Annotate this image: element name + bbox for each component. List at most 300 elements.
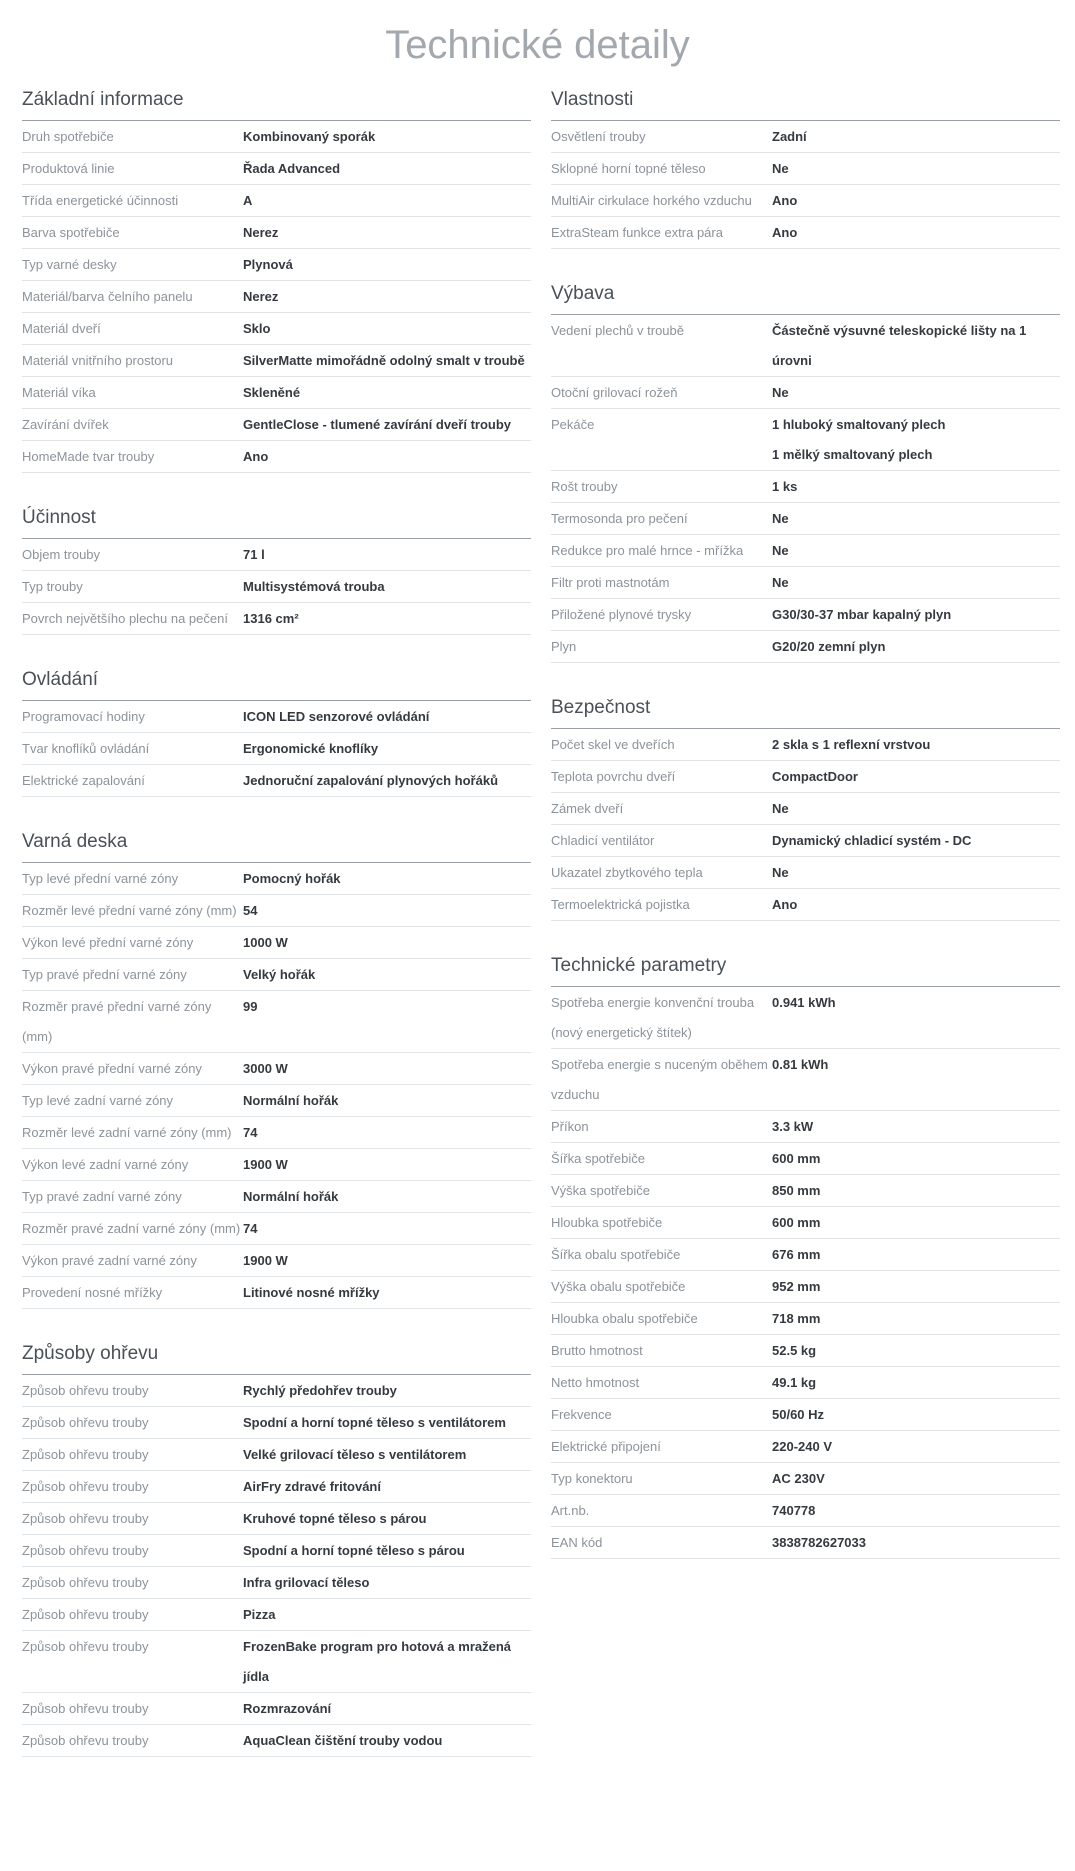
spec-value [243, 1631, 531, 1692]
spec-value-line: Rychlý předohřev trouby [243, 1383, 397, 1398]
spec-value-line: Litinové nosné mřížky [243, 1285, 380, 1300]
spec-label: Způsob ohřevu trouby [22, 1733, 149, 1748]
spec-value-line: Dynamický chladicí systém - DC [772, 833, 972, 848]
spec-label: Brutto hmotnost [551, 1343, 643, 1358]
spec-value [772, 599, 1060, 630]
spec-row [551, 987, 1060, 1049]
spec-value-line: Jednoruční zapalování plynových hořáků [243, 773, 499, 788]
spec-value [772, 825, 1060, 856]
spec-value-line: A [243, 193, 253, 208]
spec-row [551, 153, 1060, 185]
spec-row [22, 121, 531, 153]
spec-value-line: Sklo [243, 321, 271, 336]
spec-value-line: 3.3 kW [772, 1119, 814, 1134]
spec-value [772, 1463, 1060, 1494]
spec-value [772, 1271, 1060, 1302]
spec-row [551, 1111, 1060, 1143]
spec-label: Způsob ohřevu trouby [22, 1383, 149, 1398]
spec-value [772, 631, 1060, 662]
spec-row [22, 603, 531, 635]
spec-row [551, 1495, 1060, 1527]
spec-value [243, 313, 531, 344]
spec-label: Rozměr levé přední varné zóny (mm) [22, 903, 237, 918]
spec-row [22, 1567, 531, 1599]
spec-row [551, 1207, 1060, 1239]
spec-row [22, 217, 531, 249]
section-title: Způsoby ohřevu [22, 1343, 531, 1375]
spec-value [243, 991, 531, 1052]
spec-label: Materiál vnitřního prostoru [22, 353, 174, 368]
spec-value [243, 863, 531, 894]
spec-value-line: 850 mm [772, 1183, 821, 1198]
section-title: Technické parametry [551, 955, 1060, 987]
spec-row [551, 121, 1060, 153]
spec-label: Šířka obalu spotřebiče [551, 1247, 681, 1262]
spec-row [551, 1335, 1060, 1367]
spec-label: Způsob ohřevu trouby [22, 1543, 149, 1558]
spec-value [243, 927, 531, 958]
spec-label: Typ trouby [22, 579, 83, 594]
spec-label: Způsob ohřevu trouby [22, 1511, 149, 1526]
spec-value [243, 1535, 531, 1566]
spec-value-line: FrozenBake program pro hotová a mražená jídla [243, 1639, 512, 1684]
spec-label: Termoelektrická pojistka [551, 897, 690, 912]
spec-value-line: G30/30-37 mbar kapalný plyn [772, 607, 952, 622]
spec-row [22, 1213, 531, 1245]
spec-row [22, 345, 531, 377]
spec-label: Pekáče [551, 417, 595, 432]
spec-label: EAN kód [551, 1535, 603, 1550]
spec-label: Elektrické připojení [551, 1439, 661, 1454]
spec-value-line: Pizza [243, 1607, 276, 1622]
spec-label: Chladicí ventilátor [551, 833, 655, 848]
spec-row [22, 1117, 531, 1149]
spec-label: Barva spotřebiče [22, 225, 120, 240]
spec-value-line: 52.5 kg [772, 1343, 817, 1358]
spec-value [772, 1111, 1060, 1142]
spec-value [772, 1303, 1060, 1334]
section-title: Ovládání [22, 669, 531, 701]
spec-value [772, 121, 1060, 152]
spec-label: Art.nb. [551, 1503, 590, 1518]
spec-row [22, 1407, 531, 1439]
spec-value-line: Rozmrazování [243, 1701, 332, 1716]
spec-label: MultiAir cirkulace horkého vzduchu [551, 193, 752, 208]
spec-value-line: G20/20 zemní plyn [772, 639, 886, 654]
spec-value-line: Spodní a horní topné těleso s párou [243, 1543, 465, 1558]
spec-row [22, 281, 531, 313]
spec-label: Osvětlení trouby [551, 129, 646, 144]
spec-label: Rozměr levé zadní varné zóny (mm) [22, 1125, 232, 1140]
spec-section-zpusoby-ohrevu [22, 1343, 531, 1757]
spec-section-ucinnost [22, 507, 531, 635]
spec-value [243, 539, 531, 570]
spec-value [243, 281, 531, 312]
spec-label: Tvar knoflíků ovládání [22, 741, 150, 756]
spec-label: Způsob ohřevu trouby [22, 1415, 149, 1430]
spec-row [22, 571, 531, 603]
spec-value [772, 567, 1060, 598]
spec-label: Hloubka spotřebiče [551, 1215, 663, 1230]
spec-row [551, 1367, 1060, 1399]
spec-row [22, 377, 531, 409]
spec-value [772, 471, 1060, 502]
spec-value-line: Multisystémová trouba [243, 579, 385, 594]
spec-value [772, 1143, 1060, 1174]
spec-value-line: Normální hořák [243, 1093, 339, 1108]
spec-value [243, 249, 531, 280]
spec-label: HomeMade tvar trouby [22, 449, 155, 464]
spec-value [243, 1599, 531, 1630]
spec-label: Materiál víka [22, 385, 96, 400]
spec-row [22, 313, 531, 345]
spec-label: Elektrické zapalování [22, 773, 145, 788]
spec-label: Způsob ohřevu trouby [22, 1639, 149, 1654]
spec-label: Výška spotřebiče [551, 1183, 650, 1198]
spec-value-line: GentleClose - tlumené zavírání dveří trouby [243, 417, 512, 432]
spec-value-line: 718 mm [772, 1311, 821, 1326]
spec-row [22, 1085, 531, 1117]
spec-value [772, 1175, 1060, 1206]
spec-value [772, 1431, 1060, 1462]
spec-label: Provedení nosné mřížky [22, 1285, 163, 1300]
spec-row [551, 729, 1060, 761]
spec-row [551, 631, 1060, 663]
spec-value [243, 1277, 531, 1308]
spec-value [243, 1503, 531, 1534]
spec-value [243, 1149, 531, 1180]
spec-value [243, 121, 531, 152]
spec-value-line: AquaClean čištění trouby vodou [243, 1733, 443, 1748]
spec-value [243, 959, 531, 990]
spec-value-line: Nerez [243, 225, 279, 240]
spec-value-line: Ergonomické knoflíky [243, 741, 379, 756]
spec-column-right [551, 89, 1060, 1593]
spec-value [243, 895, 531, 926]
spec-value-line: 1316 cm² [243, 611, 299, 626]
spec-row [551, 503, 1060, 535]
spec-label: ExtraSteam funkce extra pára [551, 225, 723, 240]
spec-value [772, 409, 1060, 470]
spec-label: Rozměr pravé přední varné zóny (mm) [22, 999, 212, 1044]
spec-value-line: 1 mělký smaltovaný plech [772, 447, 933, 462]
spec-label: Filtr proti mastnotám [551, 575, 670, 590]
spec-row [551, 761, 1060, 793]
spec-label: Způsob ohřevu trouby [22, 1447, 149, 1462]
spec-label: Rošt trouby [551, 479, 618, 494]
spec-value [772, 1239, 1060, 1270]
spec-value [772, 1049, 1060, 1110]
spec-value [243, 1725, 531, 1756]
spec-row [551, 1303, 1060, 1335]
spec-value [772, 729, 1060, 760]
spec-label: Příkon [551, 1119, 589, 1134]
spec-label: Materiál dveří [22, 321, 101, 336]
section-title: Účinnost [22, 507, 531, 539]
spec-value-line: 0.941 kWh [772, 995, 836, 1010]
spec-value-line: Částečně výsuvné teleskopické lišty na 1 úrovni [772, 323, 1027, 368]
spec-value-line: Velké grilovací těleso s ventilátorem [243, 1447, 467, 1462]
spec-value [243, 1245, 531, 1276]
spec-label: Výkon pravé zadní varné zóny [22, 1253, 197, 1268]
spec-label: Způsob ohřevu trouby [22, 1479, 149, 1494]
spec-row [551, 1049, 1060, 1111]
spec-value-line: Kruhové topné těleso s párou [243, 1511, 427, 1526]
spec-value [772, 793, 1060, 824]
page-title: Technické detaily [385, 23, 690, 67]
spec-value-line: 600 mm [772, 1215, 821, 1230]
spec-label: Produktová linie [22, 161, 115, 176]
spec-value [772, 153, 1060, 184]
spec-value [243, 217, 531, 248]
spec-value [772, 535, 1060, 566]
spec-value-line: Ne [772, 385, 789, 400]
spec-row [22, 1277, 531, 1309]
spec-label: Ukazatel zbytkového tepla [551, 865, 703, 880]
spec-value-line: Ne [772, 575, 789, 590]
spec-value-line: Zadní [772, 129, 807, 144]
spec-value [243, 1085, 531, 1116]
spec-value [772, 1207, 1060, 1238]
spec-value [243, 185, 531, 216]
spec-row [22, 1599, 531, 1631]
section-title: Základní informace [22, 89, 531, 121]
spec-section-bezpecnost [551, 697, 1060, 921]
spec-label: Frekvence [551, 1407, 612, 1422]
section-title: Vlastnosti [551, 89, 1060, 121]
spec-label: Výška obalu spotřebiče [551, 1279, 686, 1294]
spec-value [243, 701, 531, 732]
spec-label: Typ levé přední varné zóny [22, 871, 179, 886]
spec-value [243, 1471, 531, 1502]
spec-value-line: 1 hluboký smaltovaný plech [772, 417, 946, 432]
spec-label: Zámek dveří [551, 801, 624, 816]
spec-label: Typ pravé zadní varné zóny [22, 1189, 182, 1204]
spec-value-line: 74 [243, 1221, 258, 1236]
spec-value [243, 1375, 531, 1406]
spec-value-line: Spodní a horní topné těleso s ventilátorem [243, 1415, 506, 1430]
spec-value-line: Ne [772, 801, 789, 816]
spec-label: Výkon levé přední varné zóny [22, 935, 194, 950]
spec-label: Povrch největšího plechu na pečení [22, 611, 228, 626]
spec-row [551, 1463, 1060, 1495]
spec-value-line: Skleněné [243, 385, 301, 400]
spec-value-line: 3000 W [243, 1061, 288, 1076]
spec-label: Hloubka obalu spotřebiče [551, 1311, 698, 1326]
spec-row [22, 701, 531, 733]
spec-value-line: Ano [243, 449, 269, 464]
spec-row [551, 1143, 1060, 1175]
spec-row [551, 185, 1060, 217]
spec-row [22, 1535, 531, 1567]
spec-row [22, 1725, 531, 1757]
spec-label: Počet skel ve dveřích [551, 737, 675, 752]
spec-value [772, 503, 1060, 534]
section-title: Varná deska [22, 831, 531, 863]
spec-value-line: 1 ks [772, 479, 798, 494]
spec-section-technicke-parametry [551, 955, 1060, 1559]
spec-value [772, 217, 1060, 248]
spec-value [243, 153, 531, 184]
spec-value-line: Ano [772, 897, 798, 912]
spec-row [22, 765, 531, 797]
spec-row [22, 1471, 531, 1503]
spec-row [551, 567, 1060, 599]
spec-value-line: Řada Advanced [243, 161, 341, 176]
spec-label: Třída energetické účinnosti [22, 193, 179, 208]
spec-value [243, 733, 531, 764]
spec-row [22, 539, 531, 571]
spec-row [22, 185, 531, 217]
spec-value-line: 71 l [243, 547, 265, 562]
spec-row [22, 441, 531, 473]
spec-label: Způsob ohřevu trouby [22, 1701, 149, 1716]
spec-row [551, 315, 1060, 377]
spec-value-line: Ano [772, 193, 798, 208]
spec-value-line: Plynová [243, 257, 293, 272]
spec-value-line: 952 mm [772, 1279, 821, 1294]
spec-label: Druh spotřebiče [22, 129, 114, 144]
spec-row [551, 217, 1060, 249]
spec-row [22, 863, 531, 895]
spec-value [243, 603, 531, 634]
spec-row [551, 535, 1060, 567]
spec-label: Otoční grilovací rožeň [551, 385, 678, 400]
spec-row [22, 409, 531, 441]
spec-row [551, 825, 1060, 857]
spec-section-ovladani [22, 669, 531, 797]
spec-row [22, 1439, 531, 1471]
spec-section-zakladni-informace [22, 89, 531, 473]
spec-row [22, 1503, 531, 1535]
spec-row [22, 153, 531, 185]
spec-row [22, 1245, 531, 1277]
spec-label: Vedení plechů v troubě [551, 323, 684, 338]
spec-value-line: 49.1 kg [772, 1375, 817, 1390]
spec-row [22, 1053, 531, 1085]
spec-value [243, 571, 531, 602]
spec-value-line: Ne [772, 161, 789, 176]
spec-value-line: 676 mm [772, 1247, 821, 1262]
spec-row [551, 793, 1060, 825]
spec-label: Plyn [551, 639, 577, 654]
spec-row [22, 1631, 531, 1693]
spec-label: Způsob ohřevu trouby [22, 1607, 149, 1622]
spec-value-line: 50/60 Hz [772, 1407, 825, 1422]
spec-section-varna-deska [22, 831, 531, 1309]
spec-row [551, 889, 1060, 921]
spec-value-line: Infra grilovací těleso [243, 1575, 370, 1590]
spec-value-line: Ne [772, 511, 789, 526]
spec-value [243, 377, 531, 408]
spec-row [551, 1239, 1060, 1271]
spec-value-line: CompactDoor [772, 769, 858, 784]
spec-label: Šířka spotřebiče [551, 1151, 645, 1166]
spec-label: Výkon pravé přední varné zóny [22, 1061, 202, 1076]
spec-row [551, 409, 1060, 471]
spec-row [551, 1431, 1060, 1463]
spec-row [551, 377, 1060, 409]
spec-label: Redukce pro malé hrnce - mřížka [551, 543, 744, 558]
spec-label: Spotřeba energie konvenční trouba (nový energetický štítek) [551, 995, 755, 1040]
spec-label: Sklopné horní topné těleso [551, 161, 706, 176]
spec-value [772, 1335, 1060, 1366]
spec-label: Typ pravé přední varné zóny [22, 967, 187, 982]
spec-label: Typ levé zadní varné zóny [22, 1093, 174, 1108]
spec-value [243, 1117, 531, 1148]
spec-row [22, 249, 531, 281]
spec-label: Zavírání dvířek [22, 417, 109, 432]
spec-row [551, 1527, 1060, 1559]
spec-row [551, 857, 1060, 889]
spec-value [772, 1399, 1060, 1430]
spec-value [772, 889, 1060, 920]
spec-label: Spotřeba energie s nuceným oběhem vzduchu [551, 1057, 768, 1102]
spec-value [243, 409, 531, 440]
spec-value [772, 1495, 1060, 1526]
spec-value-line: 1900 W [243, 1253, 288, 1268]
spec-value [772, 1367, 1060, 1398]
spec-value [772, 761, 1060, 792]
spec-row [22, 1181, 531, 1213]
spec-value-line: 0.81 kWh [772, 1057, 829, 1072]
spec-value-line: 74 [243, 1125, 258, 1140]
spec-row [551, 1399, 1060, 1431]
spec-value [243, 1567, 531, 1598]
spec-row [22, 1375, 531, 1407]
spec-section-vybava [551, 283, 1060, 663]
spec-value [243, 1439, 531, 1470]
spec-row [22, 895, 531, 927]
spec-column-left [22, 89, 531, 1791]
spec-value [243, 345, 531, 376]
spec-value [243, 1213, 531, 1244]
spec-value-line: Nerez [243, 289, 279, 304]
spec-value [243, 1053, 531, 1084]
spec-value [243, 1181, 531, 1212]
spec-value-line: 220-240 V [772, 1439, 832, 1454]
spec-value [772, 185, 1060, 216]
spec-value [772, 377, 1060, 408]
spec-value-line: 740778 [772, 1503, 816, 1518]
spec-label: Teplota povrchu dveří [551, 769, 676, 784]
spec-value-line: SilverMatte mimořádně odolný smalt v troubě [243, 353, 525, 368]
spec-value-line: 2 skla s 1 reflexní vrstvou [772, 737, 931, 752]
spec-row [551, 1175, 1060, 1207]
spec-value-line: Kombinovaný sporák [243, 129, 376, 144]
spec-row [22, 733, 531, 765]
spec-value-line: Normální hořák [243, 1189, 339, 1204]
spec-value [772, 987, 1060, 1048]
section-title: Bezpečnost [551, 697, 1060, 729]
spec-row [22, 991, 531, 1053]
spec-value-line: 54 [243, 903, 258, 918]
spec-row [22, 1149, 531, 1181]
spec-label: Typ varné desky [22, 257, 117, 272]
spec-value-line: Velký hořák [243, 967, 316, 982]
section-title: Výbava [551, 283, 1060, 315]
spec-row [22, 1693, 531, 1725]
spec-value-line: AC 230V [772, 1471, 825, 1486]
spec-label: Objem trouby [22, 547, 101, 562]
spec-row [551, 599, 1060, 631]
spec-value-line: 99 [243, 999, 258, 1014]
spec-value-line: Ne [772, 865, 789, 880]
spec-value [243, 1407, 531, 1438]
spec-value-line: 3838782627033 [772, 1535, 866, 1550]
spec-label: Výkon levé zadní varné zóny [22, 1157, 189, 1172]
spec-value-line: Pomocný hořák [243, 871, 341, 886]
